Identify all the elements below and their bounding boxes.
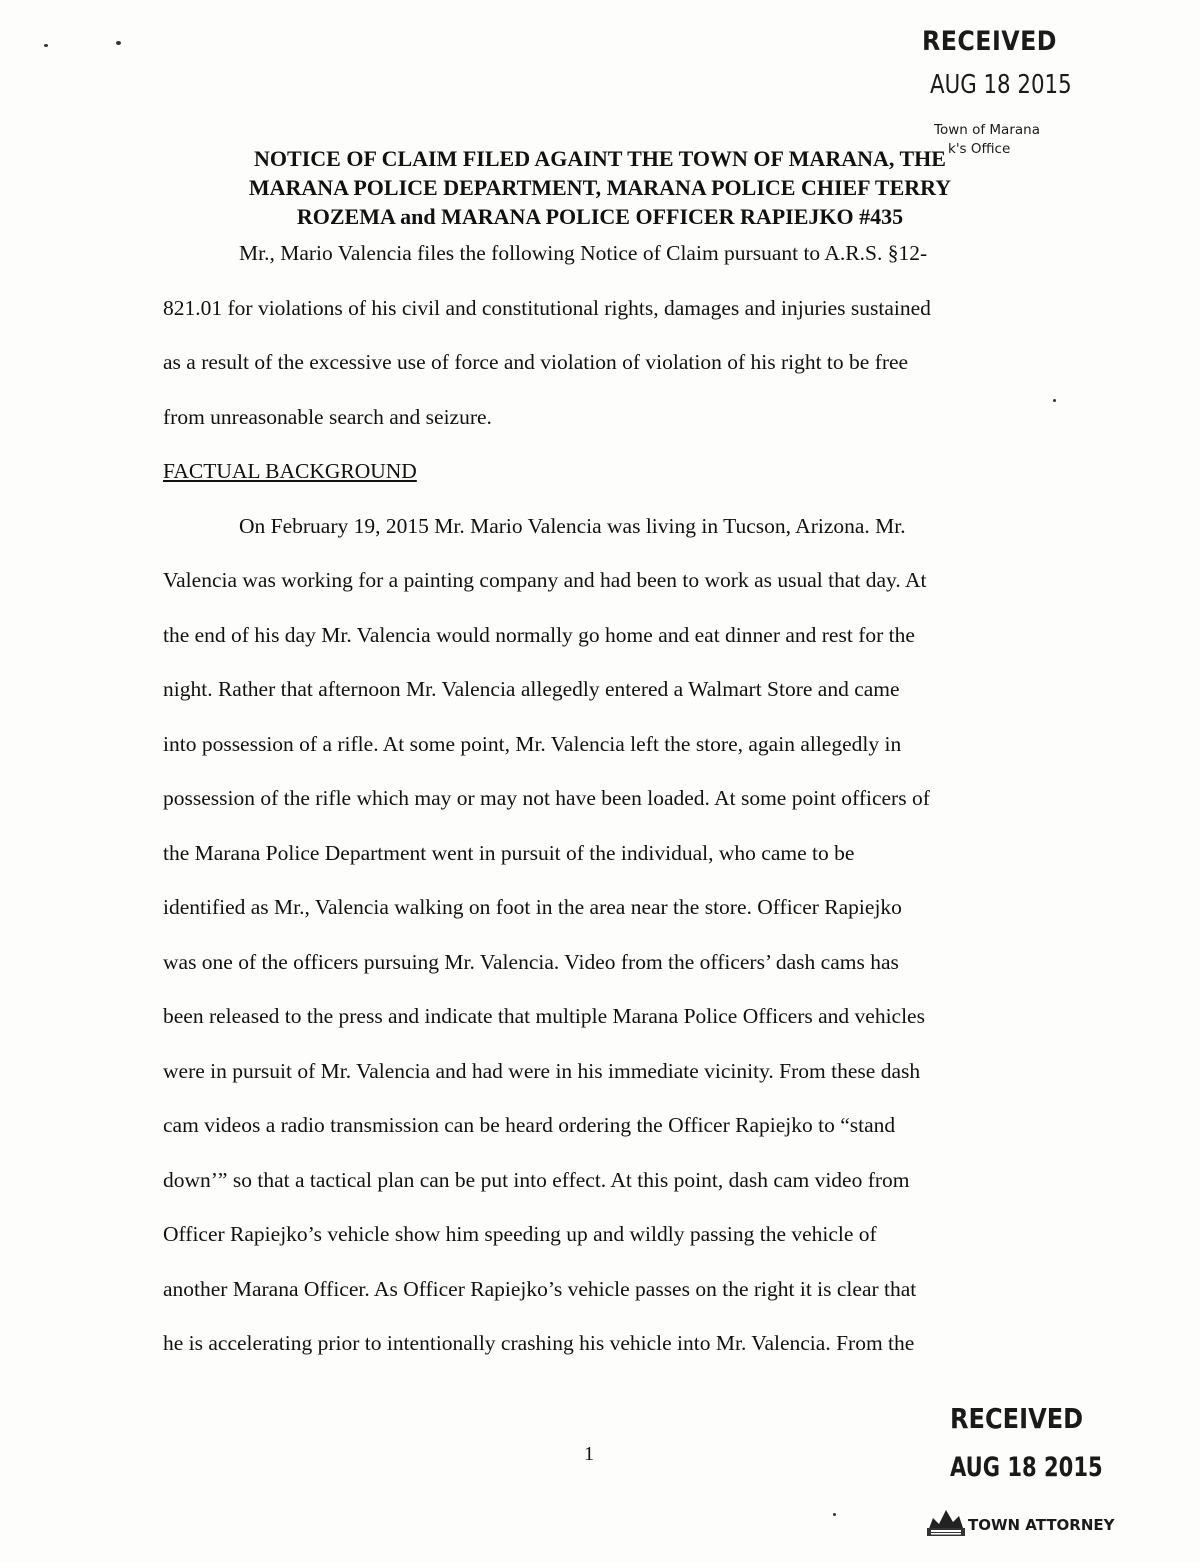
intro-paragraph-line: as a result of the excessive use of force and violation of violation of his right to be free: [163, 350, 909, 374]
scan-speck: [116, 41, 121, 45]
intro-paragraph-line: 821.01 for violations of his civil and constitutional rights, damages and injuries sustained: [163, 295, 931, 320]
document-title: [160, 144, 1040, 231]
background-paragraph-line: been released to the press and indicate that multiple Marana Police Officers and vehicles: [163, 1004, 925, 1028]
background-paragraph-line: night. Rather that afternoon Mr. Valencia allegedly entered a Walmart Store and came: [163, 677, 900, 701]
title-line: MARANA POLICE DEPARTMENT, MARANA POLICE CHIEF TERRY: [248, 175, 952, 200]
page-number: 1: [584, 1443, 594, 1465]
background-paragraph-line: was one of the officers pursuing Mr. Valencia. Video from the officers’ dash cams has: [163, 949, 899, 974]
received-stamp-top-office: Town of Marana: [934, 122, 1040, 138]
scan-speck: [833, 1513, 836, 1516]
section-heading: FACTUAL BACKGROUND: [163, 459, 417, 483]
background-paragraph-line: Officer Rapiejko’s vehicle show him speeding up and wildly passing the vehicle of: [163, 1222, 877, 1246]
intro-paragraph-line: Mr., Mario Valencia files the following Notice of Claim pursuant to A.R.S. §12-: [239, 241, 928, 265]
town-seal-icon: [925, 1504, 967, 1538]
title-line: ROZEMA and MARANA POLICE OFFICER RAPIEJKO #435: [296, 204, 904, 229]
background-paragraph-line: down’” so that a tactical plan can be put into effect. At this point, dash cam video from: [163, 1167, 910, 1192]
received-stamp-top-date: AUG 18 2015: [930, 70, 1072, 100]
received-stamp-bottom-date: AUG 18 2015: [950, 1452, 1103, 1483]
background-paragraph-line: possession of the rifle which may or may not have been loaded. At some point officers of: [163, 786, 930, 810]
background-paragraph-line: another Marana Officer. As Officer Rapiejko’s vehicle passes on the right it is clear that: [163, 1276, 917, 1301]
document-body: [163, 237, 1043, 1382]
background-paragraph-line: identified as Mr., Valencia walking on foot in the area near the store. Officer Rapiejko: [163, 895, 902, 919]
background-paragraph-line: he is accelerating prior to intentionally crashing his vehicle into Mr. Valencia. From the: [163, 1331, 915, 1355]
background-paragraph-line: cam videos a radio transmission can be heard ordering the Officer Rapiejko to “stand: [163, 1113, 896, 1137]
intro-paragraph-line: from unreasonable search and seizure.: [163, 404, 492, 429]
received-stamp-bottom-office: TOWN ATTORNEY: [968, 1516, 1115, 1534]
scan-speck: [44, 44, 48, 47]
received-stamp-top-label: RECEIVED: [922, 26, 1057, 57]
title-line: NOTICE OF CLAIM FILED AGAINT THE TOWN OF MARANA, THE: [254, 146, 946, 171]
received-stamp-bottom-label: RECEIVED: [950, 1402, 1084, 1435]
background-paragraph-line: were in pursuit of Mr. Valencia and had were in his immediate vicinity. From these dash: [163, 1058, 921, 1083]
background-paragraph-line: the Marana Police Department went in pursuit of the individual, who came to be: [163, 840, 855, 865]
background-paragraph-line: the end of his day Mr. Valencia would normally go home and eat dinner and rest for the: [163, 622, 915, 647]
background-paragraph-line: into possession of a rifle. At some point, Mr. Valencia left the store, again allegedly in: [163, 731, 902, 756]
background-paragraph-line: Valencia was working for a painting company and had been to work as usual that day. At: [163, 568, 927, 592]
received-stamp-top-office-line2: k's Office: [948, 141, 1011, 157]
scan-speck: [1053, 399, 1056, 402]
background-paragraph-line: On February 19, 2015 Mr. Mario Valencia was living in Tucson, Arizona. Mr.: [239, 513, 906, 538]
